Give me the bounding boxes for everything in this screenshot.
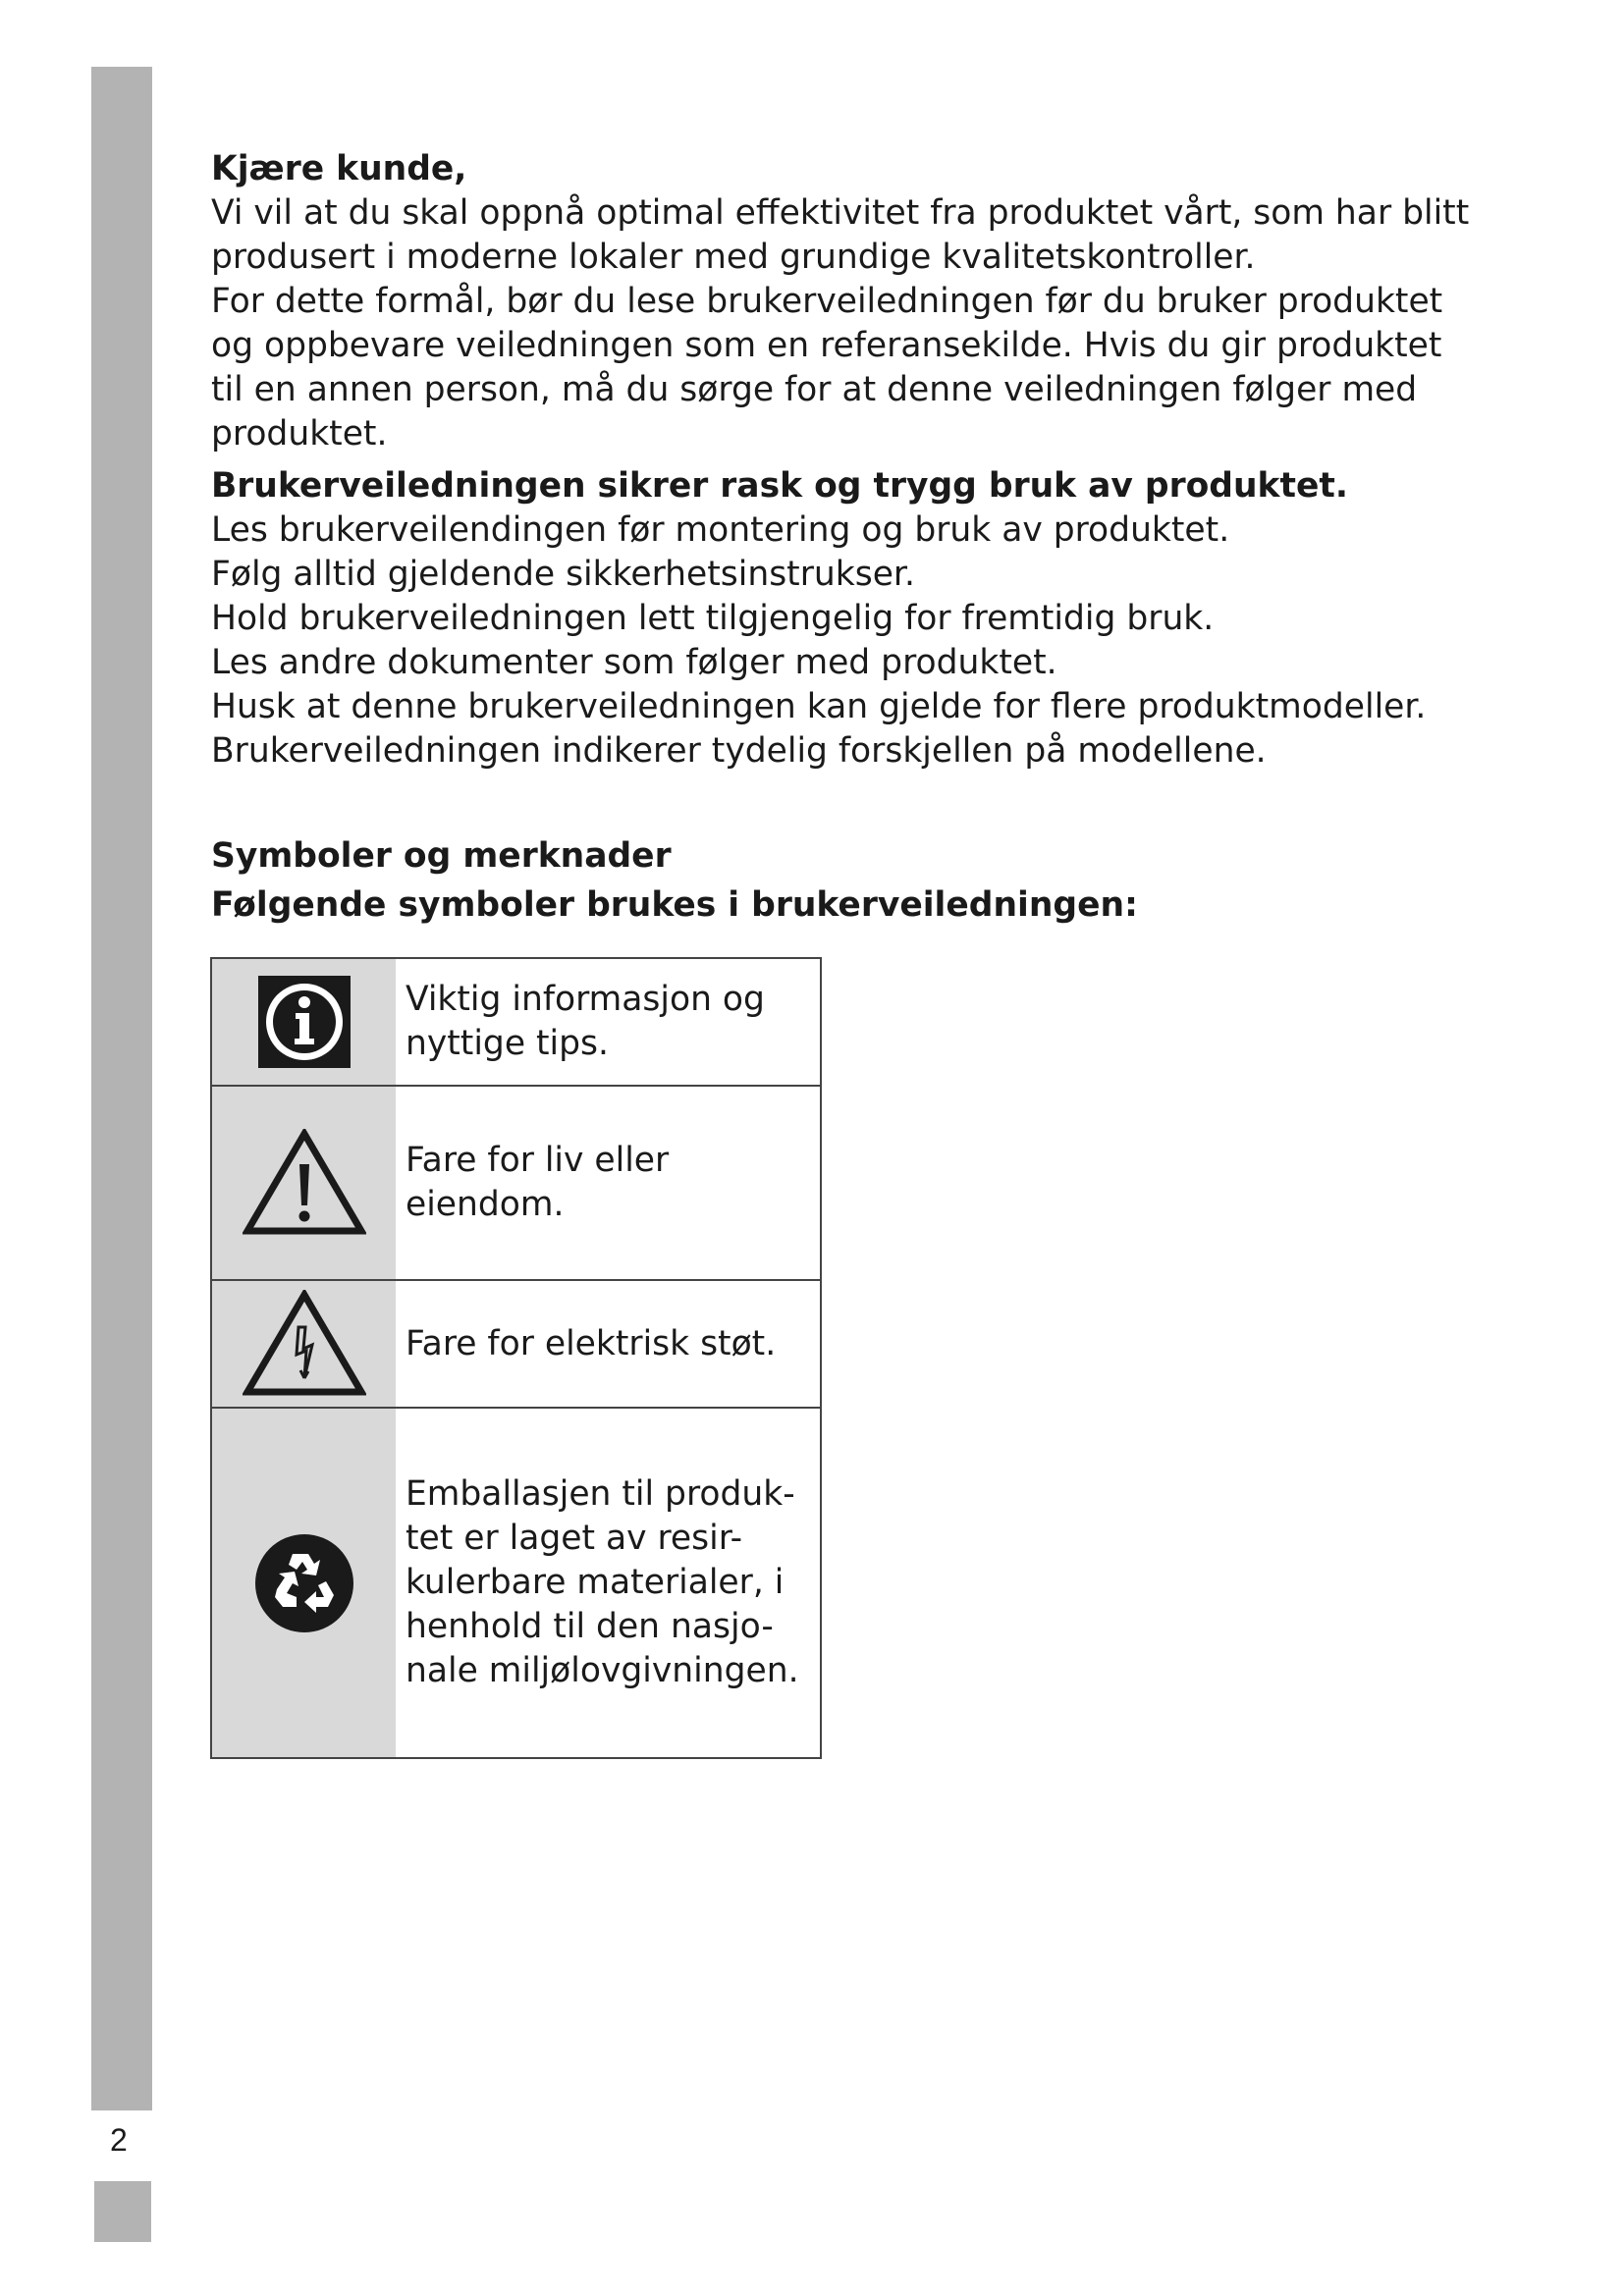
recycle-icon bbox=[253, 1532, 355, 1634]
warning-icon bbox=[243, 1129, 366, 1237]
symbol-text-recycle: Emballasjen til produk- tet er laget av resir- kulerbare materialer, i henhold til den nasjo- nale miljølovgivningen. bbox=[406, 1474, 799, 1690]
symbols-heading: Symboler og merknader bbox=[211, 836, 672, 876]
manual-line: Hold brukerveiledningen lett tilgjengelig for fremtidig bruk. bbox=[211, 599, 1215, 638]
info-icon bbox=[258, 976, 351, 1068]
intro-line: For dette formål, bør du lese brukerveiledningen før du bruker produktet bbox=[211, 282, 1443, 321]
symbols-table bbox=[210, 957, 822, 1759]
manual-line: Les brukerveilendingen før montering og bruk av produktet. bbox=[211, 510, 1230, 550]
manual-line: Følg alltid gjeldende sikkerhetsinstrukser. bbox=[211, 555, 915, 594]
manual-heading: Brukerveiledningen sikrer rask og trygg bruk av produktet. bbox=[211, 466, 1348, 506]
intro-line: og oppbevare veiledningen som en referansekilde. Hvis du gir produktet bbox=[211, 326, 1442, 365]
intro-line: produsert i moderne lokaler med grundige kvalitetskontroller. bbox=[211, 238, 1256, 277]
greeting: Kjære kunde, bbox=[211, 149, 467, 188]
symbols-subheading: Følgende symboler brukes i brukerveiledningen: bbox=[211, 885, 1138, 925]
symbol-icon-cell bbox=[212, 1281, 396, 1407]
symbol-text-electric: Fare for elektrisk støt. bbox=[406, 1323, 777, 1363]
symbol-row-recycle bbox=[212, 1409, 820, 1757]
manual-line: Les andre dokumenter som følger med produktet. bbox=[211, 643, 1057, 682]
symbol-row-warning bbox=[212, 1087, 820, 1281]
intro-line: produktet. bbox=[211, 414, 388, 454]
symbol-row-info bbox=[212, 959, 820, 1087]
symbol-row-electric bbox=[212, 1281, 820, 1409]
page-number: 2 bbox=[110, 2122, 128, 2158]
symbol-text-warning: Fare for liv eller eiendom. bbox=[406, 1141, 670, 1224]
manual-line: Husk at denne brukerveiledningen kan gjelde for flere produktmodeller. bbox=[211, 687, 1427, 726]
manual-line: Brukerveiledningen indikerer tydelig forskjellen på modellene. bbox=[211, 731, 1267, 771]
symbol-text-info: Viktig informasjon og nyttige tips. bbox=[406, 980, 765, 1063]
page-side-bar bbox=[91, 67, 152, 2110]
intro-line: Vi vil at du skal oppnå optimal effektivitet fra produktet vårt, som har blitt bbox=[211, 193, 1470, 233]
symbol-icon-cell bbox=[212, 1087, 396, 1279]
electric-shock-icon bbox=[243, 1290, 366, 1398]
intro-line: til en annen person, må du sørge for at denne veiledningen følger med bbox=[211, 370, 1418, 409]
page-side-block bbox=[94, 2181, 151, 2242]
symbol-icon-cell bbox=[212, 959, 396, 1085]
page-content bbox=[211, 147, 1546, 932]
symbol-icon-cell bbox=[212, 1409, 396, 1757]
